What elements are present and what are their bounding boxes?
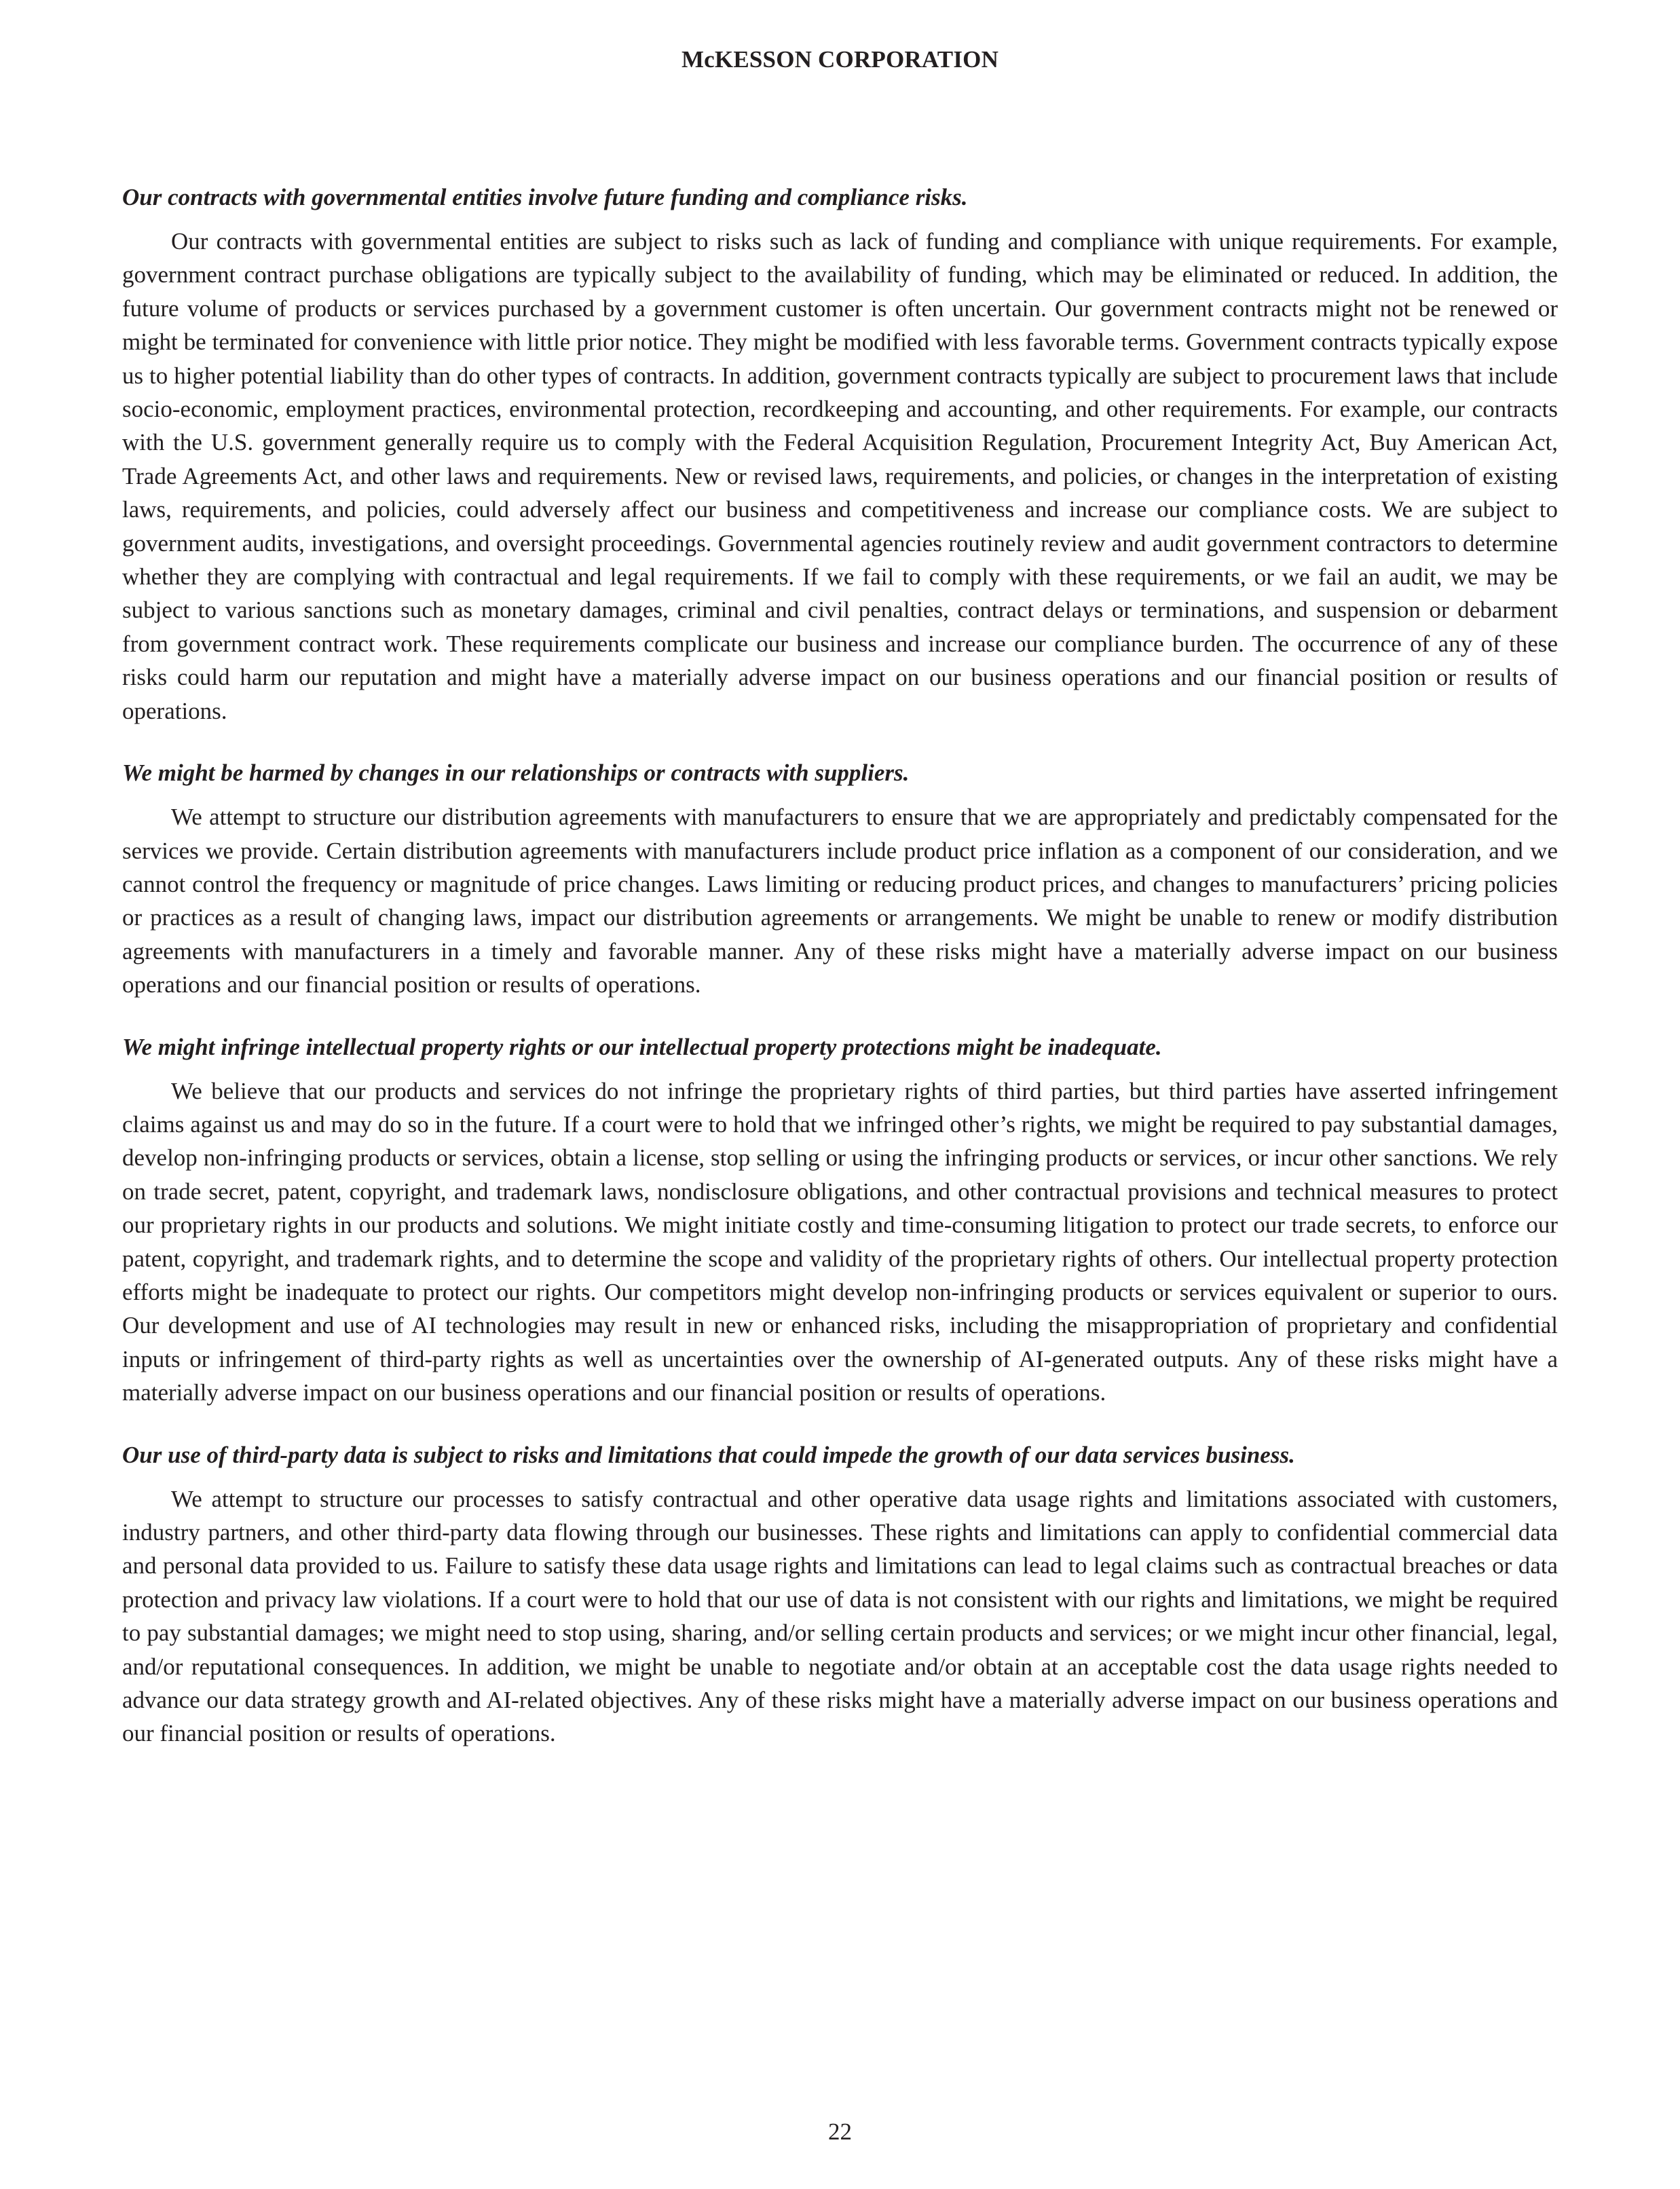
section-paragraph: We attempt to structure our processes to satisfy contractual and other operative data usage rights and limitations associated with customers, industry partners, and other third-party data flowing through our businesses. These rights and limitations can apply to confidential commercial data and personal data provided to us. Failure to satisfy these data usage rights and limitations can lead to legal claims such as contractual breaches or data protection and privacy law violations. If a court were to hold that our use of data is not consistent with our rights and limitations, we might be required to pay substantial damages; we might need to stop using, sharing, and/or selling certain products and services; or we might incur other financial, legal, and/or reputational consequences. In addition, we might be unable to negotiate and/or obtain at an acceptable cost the data usage rights needed to advance our data strategy growth and AI-related objectives. Any of these risks might have a materially adverse impact on our business operations and our financial position or results of operations. (122, 1485, 1558, 1747)
risk-section-government-contracts (122, 181, 1558, 728)
section-paragraph: We believe that our products and services do not infringe the proprietary rights of third parties, but third parties have asserted infringement claims against us and may do so in the future. If a court were to hold that we infringed other’s rights, we might be required to pay substantial damages, develop non-infringing products or services, obtain a license, stop selling or using the infringing products or services, or incur other sanctions. We rely on trade secret, patent, copyright, and trademark laws, nondisclosure obligations, and other contractual provisions and technical measures to protect our proprietary rights in our products and solutions. We might initiate costly and time-consuming litigation to protect our trade secrets, to enforce our patent, copyright, and trademark rights, and to determine the scope and validity of the proprietary rights of others. Our intellectual property protection efforts might be inadequate to protect our rights. Our competitors might develop non-infringing products or services equivalent or superior to ours. Our development and use of AI technologies may result in new or enhanced risks, including the misappropriation of proprietary and confidential inputs or infringement of third-party rights as well as uncertainties over the ownership of AI-generated outputs. Any of these risks might have a materially adverse impact on our business operations and our financial position or results of operations. (122, 1077, 1558, 1406)
risk-section-intellectual-property (122, 1030, 1558, 1410)
page-number: 22 (828, 2118, 852, 2145)
section-heading: We might be harmed by changes in our relationships or contracts with suppliers. (122, 760, 910, 787)
section-paragraph: Our contracts with governmental entities are subject to risks such as lack of funding and compliance with unique requirements. For example, government contract purchase obligations are typically subject to the availability of funding, which may be eliminated or reduced. In addition, the future volume of products or services purchased by a government customer is often uncertain. Our government contracts might not be renewed or might be terminated for convenience with little prior notice. They might be modified with less favorable terms. Government contracts typically expose us to higher potential liability than do other types of contracts. In addition, government contracts typically are subject to procurement laws that include socio-economic, employment practices, environmental protection, recordkeeping and accounting, and other requirements. For example, our contracts with the U.S. government generally require us to comply with the Federal Acquisition Regulation, Procurement Integrity Act, Buy American Act, Trade Agreements Act, and other laws and requirements. New or revised laws, requirements, and policies, or changes in the interpretation of existing laws, requirements, and policies, could adversely affect our business and competitiveness and increase our compliance costs. We are subject to government audits, investigations, and oversight proceedings. Governmental agencies routinely review and audit government contractors to determine whether they are complying with contractual and legal requirements. If we fail to comply with these requirements, or we fail an audit, we may be subject to various sanctions such as monetary damages, criminal and civil penalties, contract delays or terminations, and suspension or debarment from government contract work. These requirements complicate our business and increase our compliance burden. The occurrence of any of these risks could harm our reputation and might have a materially adverse impact on our business operations and our financial position or results of operations. (122, 228, 1558, 724)
risk-section-suppliers (122, 756, 1558, 1001)
section-heading: Our contracts with governmental entities involve future funding and compliance risks. (122, 184, 968, 210)
section-heading: Our use of third-party data is subject to risks and limitations that could impede the growth of our data services business. (122, 1441, 1295, 1468)
page-header-company: McKESSON CORPORATION (681, 46, 999, 73)
risk-section-third-party-data (122, 1438, 1558, 1751)
section-paragraph: We attempt to structure our distribution agreements with manufacturers to ensure that we are appropriately and predictably compensated for the services we provide. Certain distribution agreements with manufacturers include product price inflation as a component of our consideration, and we cannot control the frequency or magnitude of price changes. Laws limiting or reducing product prices, and changes to manufacturers’ pricing policies or practices as a result of changing laws, impact our distribution agreements or arrangements. We might be unable to renew or modify distribution agreements with manufacturers in a timely and favorable manner. Any of these risks might have a materially adverse impact on our business operations and our financial position or results of operations. (122, 804, 1558, 998)
section-heading: We might infringe intellectual property rights or our intellectual property protections might be inadequate. (122, 1033, 1162, 1060)
document-content (122, 181, 1558, 1779)
document-page (122, 0, 1558, 2189)
